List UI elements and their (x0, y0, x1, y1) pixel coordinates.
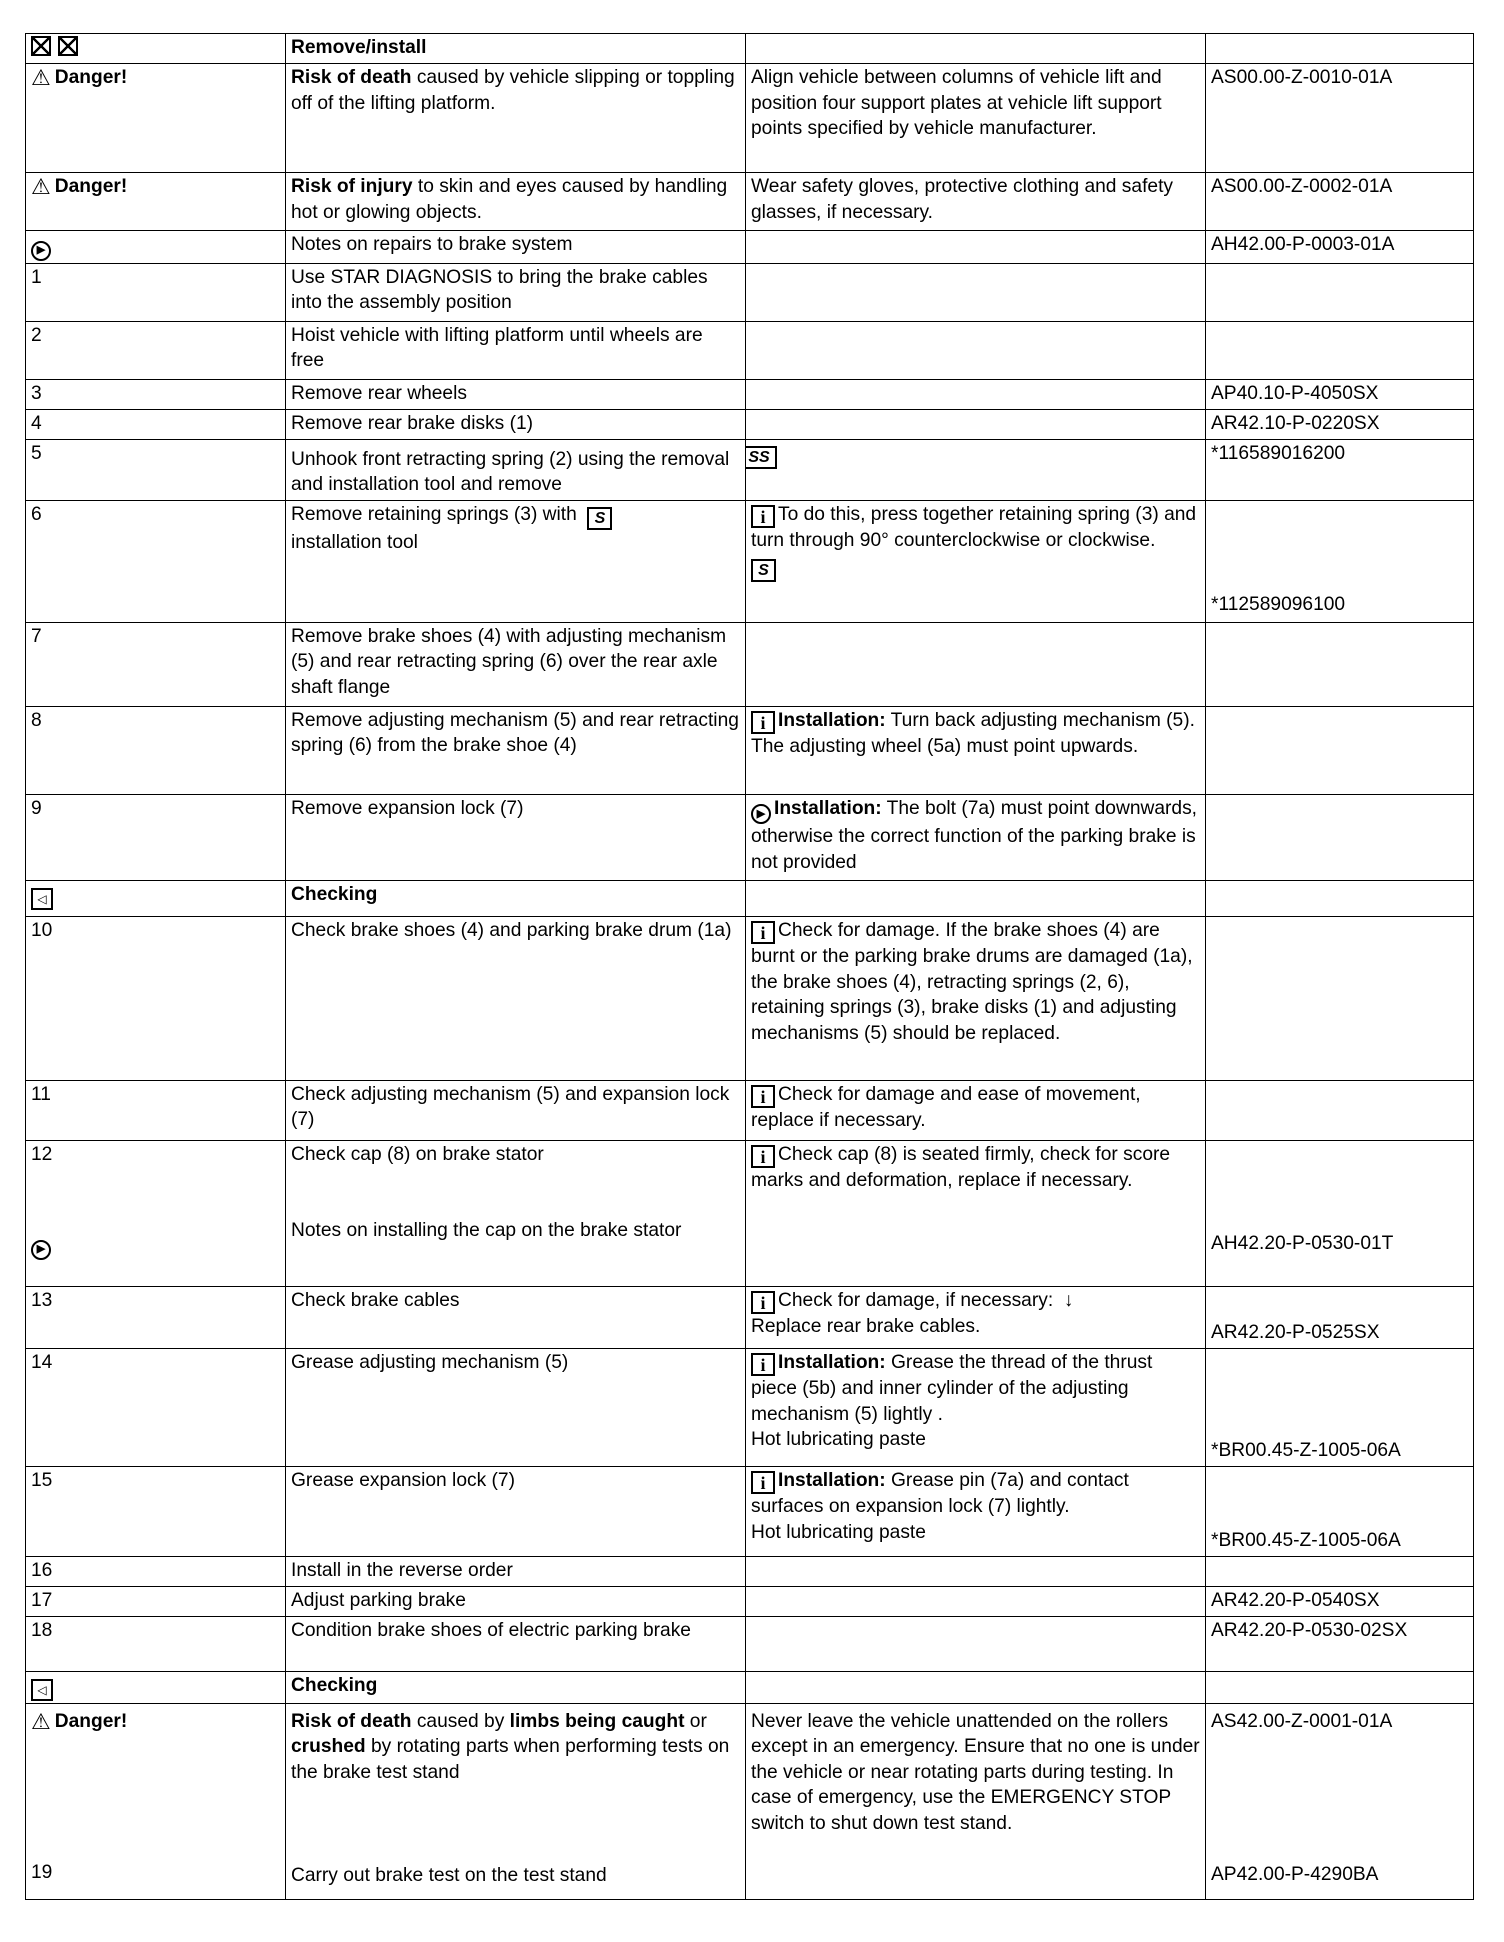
step-ref: AR42.20-P-0530-02SX (1206, 1616, 1474, 1671)
step-ref: *BR00.45-Z-1005-06A (1206, 1348, 1474, 1466)
notes-text: Notes on repairs to brake system (286, 231, 746, 264)
info-icon: i (751, 921, 775, 944)
notes-circle-icon: ▶ (751, 804, 771, 824)
step-note: i Installation: Grease pin (7a) and contact surfaces on expansion lock (7) lightly. Hot lubricating paste (746, 1466, 1206, 1556)
notes-circle-icon: ▶ (31, 1240, 51, 1260)
step-ref: AR42.20-P-0525SX (1206, 1286, 1474, 1348)
step-number: 16 (26, 1556, 286, 1586)
table-row (26, 916, 1474, 1080)
step-number: 12 (31, 1143, 53, 1165)
step-note: i Check for damage, if necessary: ↓ Replace rear brake cables. (746, 1286, 1206, 1348)
danger-2-risk: Risk of injury to skin and eyes caused by handling hot or glowing objects. (286, 173, 746, 231)
step-text: Grease expansion lock (7) (286, 1466, 746, 1556)
warning-triangle-icon: ⚠ (31, 1708, 51, 1734)
step-tool-cell (746, 439, 1206, 500)
checking-icon: ◁ (31, 888, 53, 910)
step-note: i Installation: Turn back adjusting mechanism (5). The adjusting wheel (5a) must point upwards. (746, 706, 1206, 794)
step-text: Remove rear wheels (286, 379, 746, 409)
step-ref: AR42.10-P-0220SX (1206, 409, 1474, 439)
step-number: 13 (26, 1286, 286, 1348)
step-text: Remove rear brake disks (1) (286, 409, 746, 439)
table-row (26, 1586, 1474, 1616)
step-ref: AP40.10-P-4050SX (1206, 379, 1474, 409)
step-text: Unhook front retracting spring (2) using the removal and installation tool and remove (286, 439, 746, 500)
special-tool-icon: S (751, 559, 776, 582)
table-row (26, 1556, 1474, 1586)
install-icon (58, 36, 78, 56)
step-number: 8 (26, 706, 286, 794)
step-text-cell: Check cap (8) on brake stator Notes on installing the cap on the brake stator (286, 1140, 746, 1286)
table-row-notes (26, 231, 1474, 264)
step-number: 18 (26, 1616, 286, 1671)
table-row-checking (26, 880, 1474, 916)
danger-2-measure: Wear safety gloves, protective clothing and safety glasses, if necessary. (746, 173, 1206, 231)
danger-3-measure-cell: Never leave the vehicle unattended on the rollers except in an emergency. Ensure that no one is under the vehicle or near rotating parts during testing. In case of emergency, use the EMERGENCY STOP switch to shut down test stand. (746, 1703, 1206, 1899)
notes-ref: AH42.00-P-0003-01A (1206, 231, 1474, 264)
danger-3-label-cell (26, 1703, 286, 1899)
header-empty-4 (1206, 34, 1474, 64)
checking-icon-cell (26, 880, 286, 916)
danger-2-label-cell (26, 173, 286, 231)
header-icons-cell (26, 34, 286, 64)
step-number: 6 (26, 500, 286, 622)
step-note: i Check cap (8) is seated firmly, check for score marks and deformation, replace if necessary. (746, 1140, 1206, 1286)
table-row (26, 1348, 1474, 1466)
repair-procedure-table (25, 33, 1474, 1900)
info-icon: i (751, 1353, 775, 1376)
step-text: Check brake shoes (4) and parking brake drum (1a) (286, 916, 746, 1080)
step-text: Adjust parking brake (286, 1586, 746, 1616)
step-number: 19 (31, 1862, 53, 1883)
table-row (26, 379, 1474, 409)
checking-label: Checking (286, 880, 746, 916)
step-ref: *BR00.45-Z-1005-06A (1206, 1466, 1474, 1556)
step-text: Remove expansion lock (7) (286, 794, 746, 880)
checking-label: Checking (286, 1671, 746, 1703)
special-tool-icon: SS (746, 446, 778, 469)
info-icon: i (751, 711, 775, 734)
table-row (26, 622, 1474, 706)
table-row-checking (26, 1671, 1474, 1703)
header-empty-3 (746, 34, 1206, 64)
step-text: Remove brake shoes (4) with adjusting mechanism (5) and rear retracting spring (6) over the rear axle shaft flange (286, 622, 746, 706)
step-ref: *116589016200 (1206, 439, 1474, 500)
step-text: Remove retaining springs (3) with S installation tool (286, 500, 746, 622)
step-text: Use STAR DIAGNOSIS to bring the brake cables into the assembly position (286, 263, 746, 321)
step-number: 9 (26, 794, 286, 880)
step-number: 3 (26, 379, 286, 409)
table-row (26, 321, 1474, 379)
step-text: Check adjusting mechanism (5) and expansion lock (7) (286, 1080, 746, 1140)
step-text: Grease adjusting mechanism (5) (286, 1348, 746, 1466)
warning-triangle-icon: ⚠ (31, 65, 51, 90)
info-icon: i (751, 1145, 775, 1168)
step-ref: AP42.00-P-4290BA (1211, 1864, 1379, 1885)
info-icon: i (751, 1471, 775, 1494)
step-number: 2 (26, 321, 286, 379)
step-note: ▶ Installation: The bolt (7a) must point downwards, otherwise the correct function of the parking brake is not provided (746, 794, 1206, 880)
table-row (26, 1140, 1474, 1286)
info-icon: i (751, 1291, 775, 1314)
warning-triangle-icon: ⚠ (31, 174, 51, 199)
table-row (26, 500, 1474, 622)
info-icon: i (751, 505, 775, 528)
step-note: i Installation: Grease the thread of the thrust piece (5b) and inner cylinder of the adjusting mechanism (5) lightly . Hot lubricating paste (746, 1348, 1206, 1466)
arrow-down-icon: ↓ (1063, 1289, 1074, 1311)
remove-icon (31, 36, 51, 56)
step-ref: *112589096100 (1206, 500, 1474, 622)
table-row (26, 1080, 1474, 1140)
step-ref-cell: AH42.20-P-0530-01T (1206, 1140, 1474, 1286)
table-row (26, 1616, 1474, 1671)
step-number: 5 (26, 439, 286, 500)
table-row-danger-2 (26, 173, 1474, 231)
danger-1-label-cell (26, 64, 286, 173)
danger-2-ref: AS00.00-Z-0002-01A (1206, 173, 1474, 231)
table-row-danger-1 (26, 64, 1474, 173)
table-row (26, 263, 1474, 321)
danger-label: Danger! (54, 1710, 128, 1732)
info-icon: i (751, 1085, 775, 1108)
checking-icon: ◁ (31, 1679, 53, 1701)
step-number: 11 (26, 1080, 286, 1140)
step-number: 10 (26, 916, 286, 1080)
danger-1-ref: AS00.00-Z-0010-01A (1206, 64, 1474, 173)
danger-label: Danger! (54, 67, 128, 88)
step-number: 15 (26, 1466, 286, 1556)
table-row (26, 1286, 1474, 1348)
step-text: Install in the reverse order (286, 1556, 746, 1586)
special-tool-icon: S (587, 507, 612, 530)
notes-icon-cell (26, 231, 286, 264)
step-note: i Check for damage. If the brake shoes (4) are burnt or the parking brake drums are damaged (1a), the brake shoes (4), retracting springs (2, 6), retaining springs (3), brake disks (1) and adjusting mechanisms (5) should be replaced. (746, 916, 1206, 1080)
notes-empty (746, 231, 1206, 264)
step-ref: AR42.20-P-0540SX (1206, 1586, 1474, 1616)
notes-circle-icon: ▶ (31, 241, 51, 261)
step-number: 1 (26, 263, 286, 321)
table-row (26, 439, 1474, 500)
table-row-header (26, 34, 1474, 64)
table-row (26, 706, 1474, 794)
danger-1-measure: Align vehicle between columns of vehicle lift and position four support plates at vehicle lift support points specified by vehicle manufacturer. (746, 64, 1206, 173)
step-number: 17 (26, 1586, 286, 1616)
step-text: Condition brake shoes of electric parking brake (286, 1616, 746, 1671)
table-row (26, 794, 1474, 880)
step-number: 7 (26, 622, 286, 706)
step-text: Hoist vehicle with lifting platform until wheels are free (286, 321, 746, 379)
danger-1-risk: Risk of death caused by vehicle slipping or toppling off of the lifting platform. (286, 64, 746, 173)
table-row-danger-3 (26, 1703, 1474, 1899)
step-note: i To do this, press together retaining spring (3) and turn through 90° counterclockwise or clockwise. S (746, 500, 1206, 622)
table-row (26, 1466, 1474, 1556)
danger-3-risk-cell: Risk of death caused by limbs being caught or crushed by rotating parts when performing tests on the brake test stand Carry out brake test on the test stand (286, 1703, 746, 1899)
danger-label: Danger! (54, 176, 128, 197)
step-text: Carry out brake test on the test stand (291, 1865, 607, 1886)
step-text: Check brake cables (286, 1286, 746, 1348)
step-text: Remove adjusting mechanism (5) and rear retracting spring (6) from the brake shoe (4) (286, 706, 746, 794)
header-title: Remove/install (286, 34, 746, 64)
danger-3-ref-cell: AS42.00-Z-0001-01A AP42.00-P-4290BA (1206, 1703, 1474, 1899)
step-number-cell (26, 1140, 286, 1286)
step-note: i Check for damage and ease of movement, replace if necessary. (746, 1080, 1206, 1140)
step-number: 14 (26, 1348, 286, 1466)
table-row (26, 409, 1474, 439)
checking-icon-cell (26, 1671, 286, 1703)
step-number: 4 (26, 409, 286, 439)
